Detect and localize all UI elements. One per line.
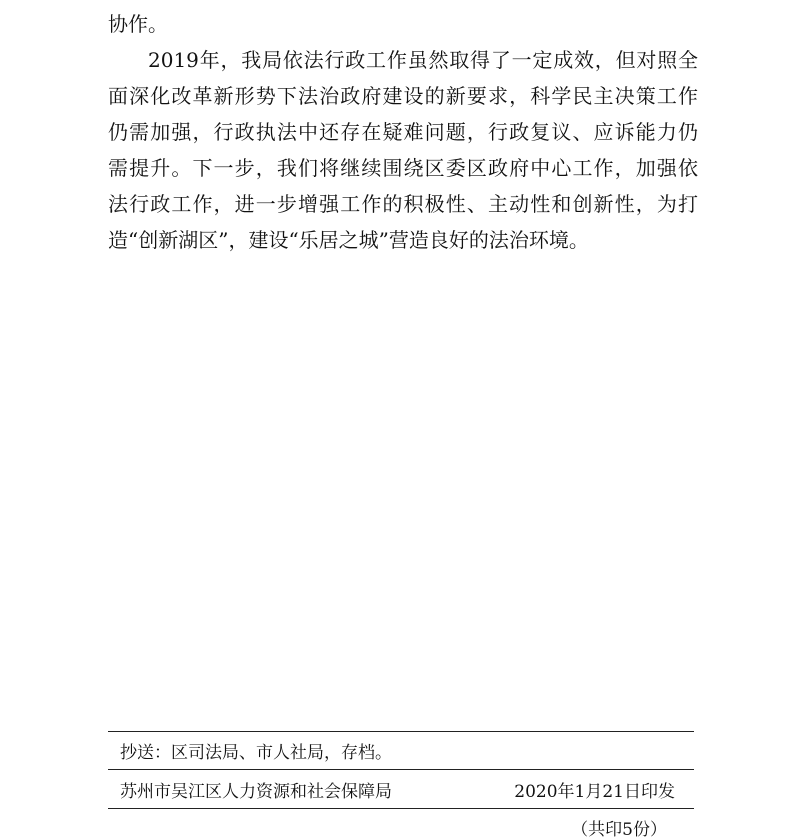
paragraph-line-7: 造“创新湖区”，建设“乐居之城”营造良好的法治环境。 (108, 228, 589, 252)
cc-line: 抄送：区司法局、市人社局，存档。 (120, 743, 392, 763)
issuer-name: 苏州市吴江区人力资源和社会保障局 (120, 782, 392, 802)
paragraph-line-1: 协作。 (108, 12, 168, 36)
paragraph-line-2: 2019年，我局依法行政工作虽然取得了一定成效，但对照全 (148, 48, 698, 72)
paragraph-line-6: 法行政工作，进一步增强工作的积极性、主动性和创新性，为打 (108, 192, 698, 216)
copies-count: （共印5份） (571, 820, 667, 840)
paragraph-line-5: 需提升。下一步，我们将继续围绕区委区政府中心工作，加强依 (108, 156, 698, 180)
footer-top-rule (108, 731, 694, 732)
footer-middle-rule (108, 769, 694, 770)
paragraph-line-3: 面深化改革新形势下法治政府建设的新要求，科学民主决策工作 (108, 84, 698, 108)
footer-bottom-rule (108, 808, 694, 809)
paragraph-line-4: 仍需加强，行政执法中还存在疑难问题，行政复议、应诉能力仍 (108, 120, 698, 144)
document-body (108, 6, 698, 258)
issue-date: 2020年1月21日印发 (514, 782, 675, 802)
